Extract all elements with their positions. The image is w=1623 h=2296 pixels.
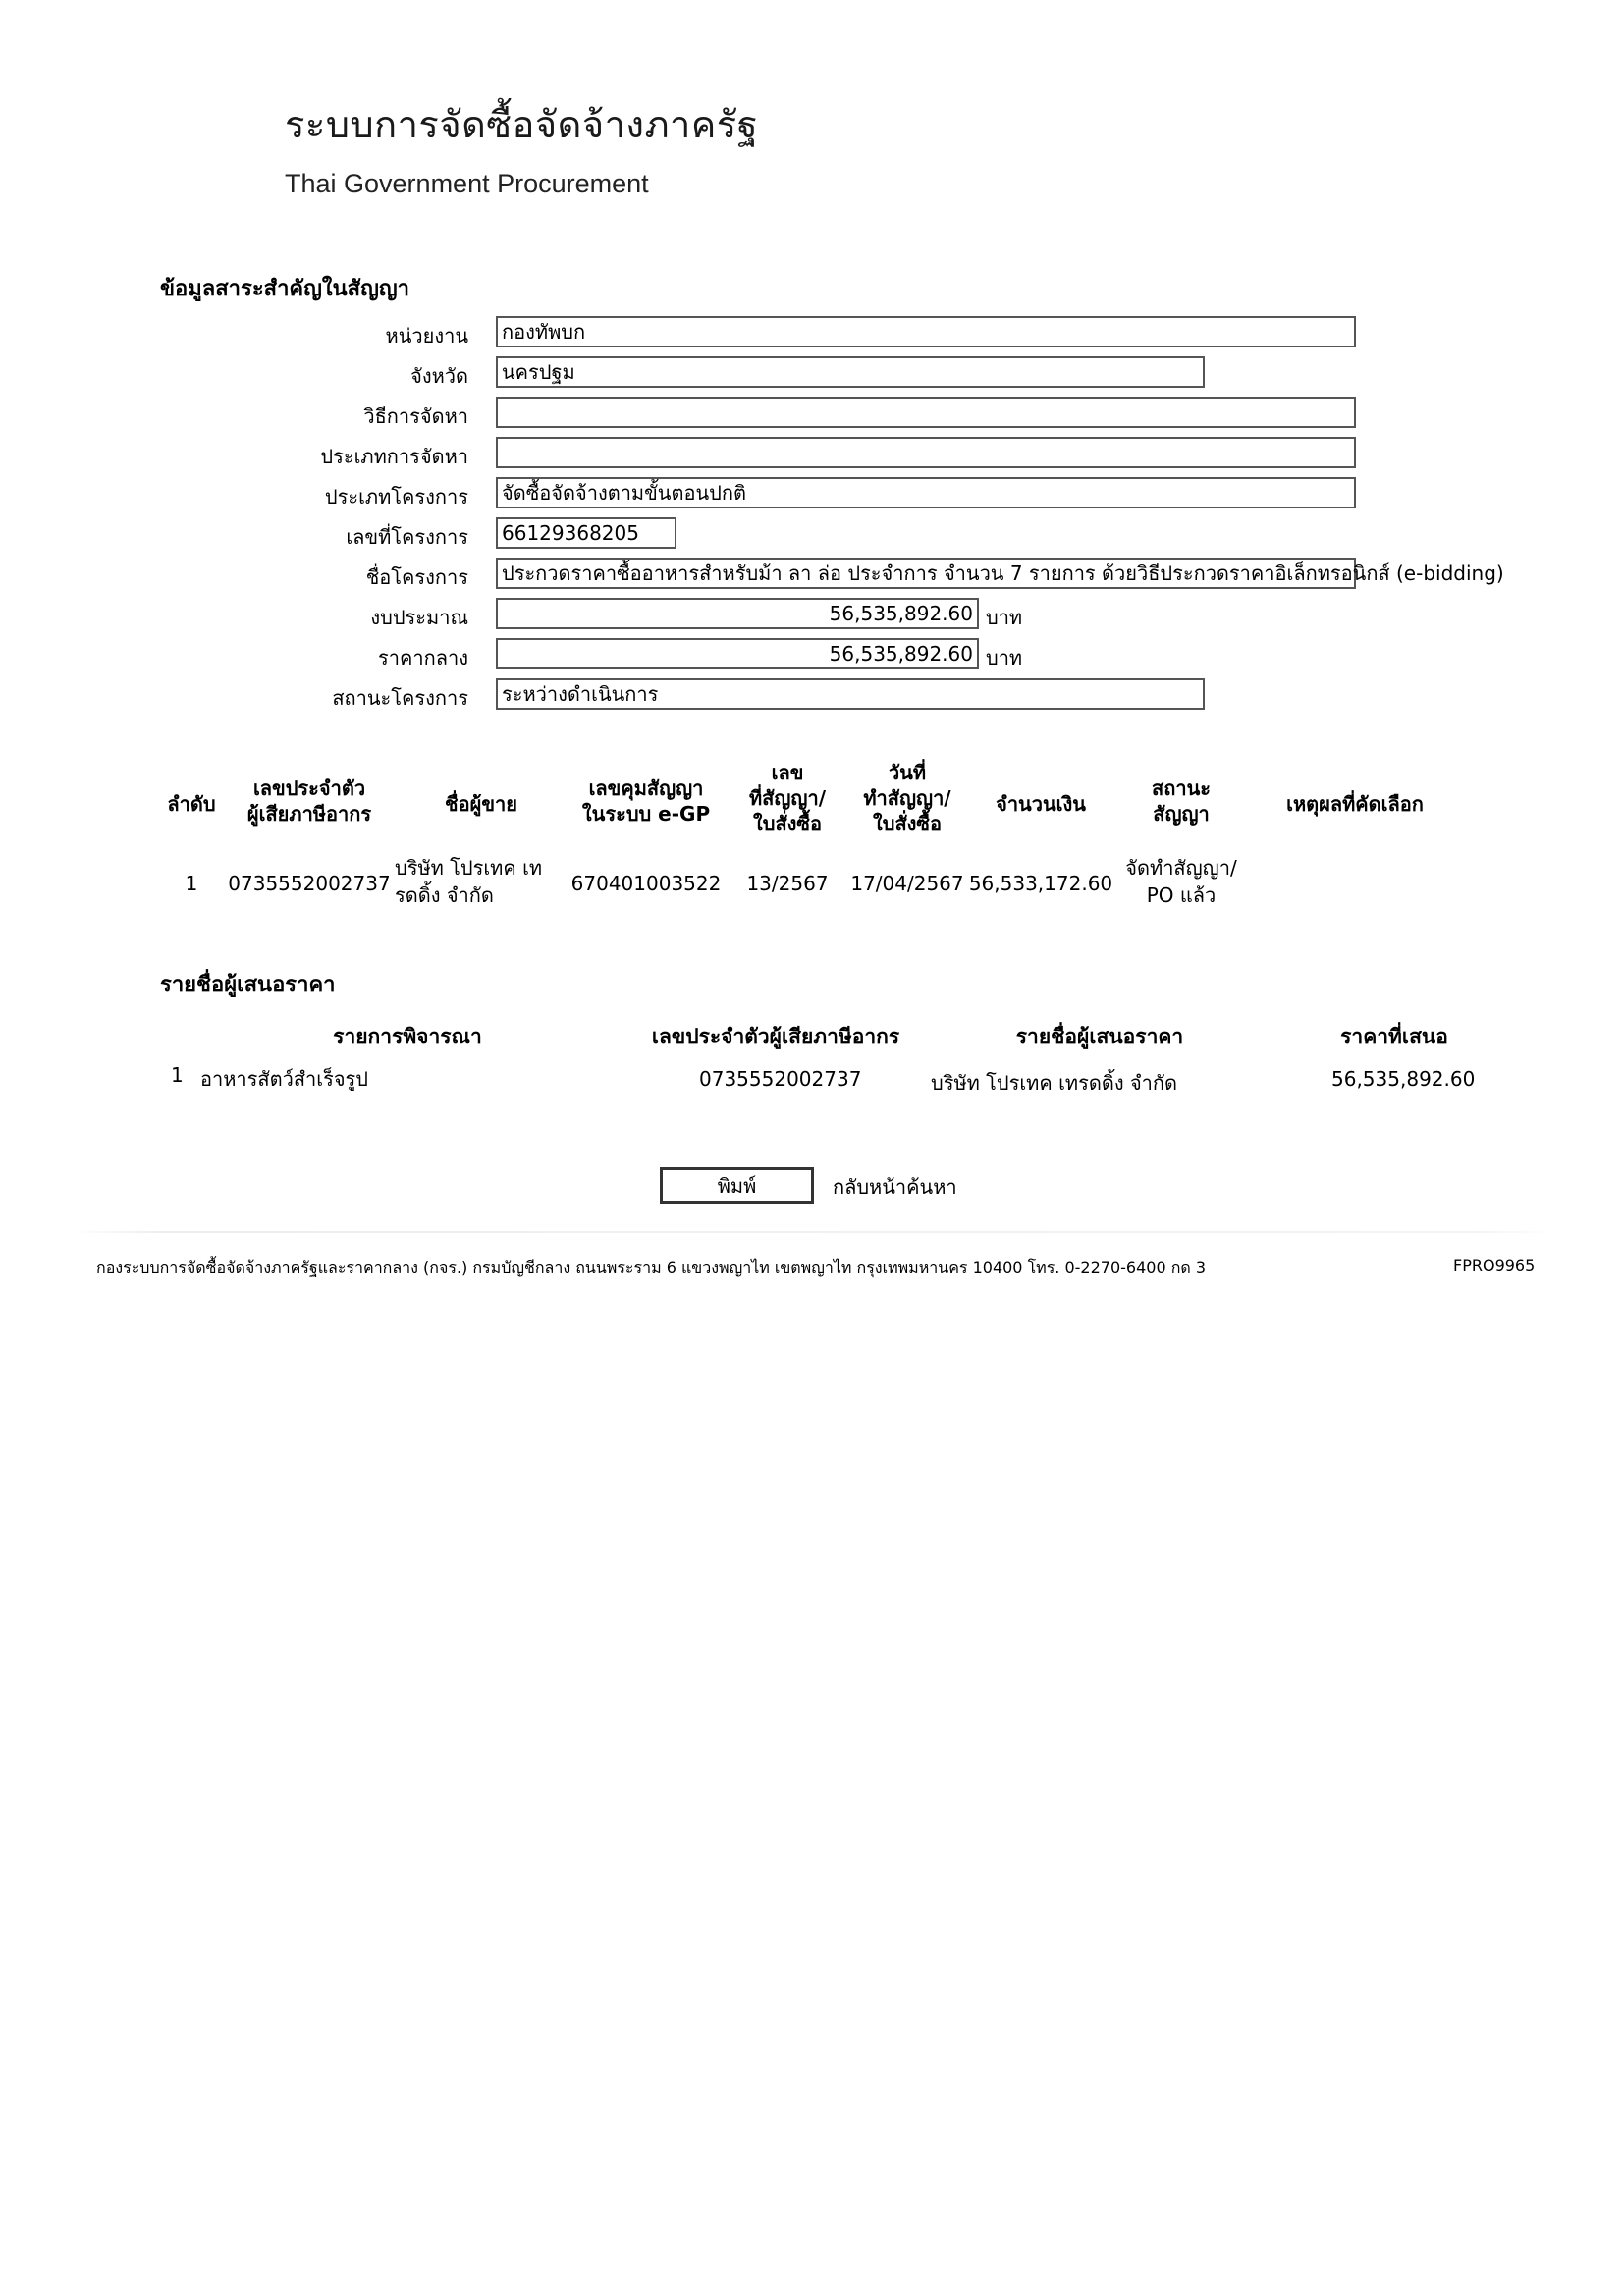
project-name-label: ชื่อโครงการ xyxy=(365,565,468,589)
col-header-control-no xyxy=(568,775,725,827)
col-header-control-line1: เลขคุมสัญญา xyxy=(588,776,704,800)
bid-header-name: รายชื่อผู้เสนอราคา xyxy=(1015,1025,1184,1048)
col-header-tax-id xyxy=(226,775,393,827)
row-seq: 1 xyxy=(185,872,198,895)
procurement-type-label: ประเภทการจัดหา xyxy=(320,445,468,468)
col-header-status-line2: สัญญา xyxy=(1153,802,1210,826)
project-number-label: เลขที่โครงการ xyxy=(346,525,468,549)
col-header-number-line1: เลข xyxy=(771,761,804,784)
col-header-status-line1: สถานะ xyxy=(1152,776,1211,800)
row-tax-id: 0735552002737 xyxy=(228,872,391,895)
budget-unit: บาท xyxy=(986,606,1023,629)
row-vendor xyxy=(395,854,571,909)
col-header-tax-id-line1: เลขประจำตัว xyxy=(252,776,366,800)
status-field: ระหว่างดำเนินการ xyxy=(496,678,1205,710)
project-name-field: ประกวดราคาซื้ออาหารสำหรับม้า ลา ล่อ ประจำการ จำนวน 7 รายการ ด้วยวิธีประกวดราคาอิเล็กทรอนิกส์ (e-bidding) xyxy=(496,558,1356,589)
bid-row-item: อาหารสัตว์สำเร็จรูป xyxy=(200,1067,368,1091)
col-header-number-line2: ที่สัญญา/ xyxy=(748,786,826,810)
col-header-number-line3: ใบสั่งซื้อ xyxy=(752,812,823,835)
page-subtitle: Thai Government Procurement xyxy=(285,169,649,198)
budget-label: งบประมาณ xyxy=(370,606,468,629)
col-header-tax-id-line2: ผู้เสียภาษีอากร xyxy=(246,802,372,826)
row-status-line1: จัดทำสัญญา/ xyxy=(1125,856,1237,880)
col-header-seq: ลำดับ xyxy=(167,792,216,816)
method-field xyxy=(496,397,1356,428)
bid-row-seq: 1 xyxy=(171,1063,184,1087)
project-type-label: ประเภทโครงการ xyxy=(324,485,468,508)
footer-divider xyxy=(69,1231,1559,1233)
project-number-field: 66129368205 xyxy=(496,517,676,549)
col-header-date-line2: ทำสัญญา/ xyxy=(863,786,951,810)
back-to-search-link[interactable]: กลับหน้าค้นหา xyxy=(833,1175,957,1199)
contract-info-title: ข้อมูลสาระสำคัญในสัญญา xyxy=(160,277,409,301)
page-title: ระบบการจัดซื้อจัดจ้างภาครัฐ xyxy=(285,103,759,146)
bid-header-tax-id: เลขประจำตัวผู้เสียภาษีอากร xyxy=(651,1025,900,1048)
bid-header-item: รายการพิจารณา xyxy=(333,1025,482,1048)
agency-field: กองทัพบก xyxy=(496,316,1356,347)
row-status-line2: PO แล้ว xyxy=(1146,883,1217,907)
col-header-reason: เหตุผลที่คัดเลือก xyxy=(1286,792,1424,816)
status-label: สถานะโครงการ xyxy=(332,686,468,710)
col-header-vendor: ชื่อผู้ขาย xyxy=(445,792,517,816)
col-header-date xyxy=(846,760,968,836)
col-header-contract-no xyxy=(729,760,846,836)
col-header-contract-status xyxy=(1117,775,1245,827)
row-contract-no: 13/2567 xyxy=(746,872,829,895)
col-header-amount: จำนวนเงิน xyxy=(996,792,1086,816)
footer-code: FPRO9965 xyxy=(1453,1256,1536,1275)
col-header-date-line3: ใบสั่งซื้อ xyxy=(872,812,943,835)
method-label: วิธีการจัดหา xyxy=(363,404,468,428)
median-price-unit: บาท xyxy=(986,646,1023,669)
print-button[interactable]: พิมพ์ xyxy=(660,1167,814,1204)
row-control-no: 670401003522 xyxy=(570,872,722,895)
bid-row-name: บริษัท โปรเทค เทรดดิ้ง จำกัด xyxy=(931,1071,1178,1095)
row-status xyxy=(1117,854,1245,909)
bid-row-tax-id: 0735552002737 xyxy=(699,1067,862,1091)
row-date: 17/04/2567 xyxy=(850,872,964,895)
median-price-label: ราคากลาง xyxy=(378,646,468,669)
row-vendor-line1: บริษัท โปรเทค เท xyxy=(395,856,543,880)
project-type-field: จัดซื้อจัดจ้างตามขั้นตอนปกติ xyxy=(496,477,1356,508)
col-header-date-line1: วันที่ xyxy=(888,761,927,784)
bid-header-price: ราคาที่เสนอ xyxy=(1340,1025,1448,1048)
row-amount: 56,533,172.60 xyxy=(968,872,1113,895)
median-price-field: 56,535,892.60 xyxy=(496,638,979,669)
col-header-control-line2: ในระบบ e-GP xyxy=(581,802,711,826)
bidders-title: รายชื่อผู้เสนอราคา xyxy=(160,973,336,997)
row-vendor-line2: รดดิ้ง จำกัด xyxy=(395,883,494,907)
footer-address: กองระบบการจัดซื้อจัดจ้างภาครัฐและราคากลาง (กจร.) กรมบัญชีกลาง ถนนพระราม 6 แขวงพญาไท เขตพญาไท กรุงเทพมหานคร 10400 โทร. 0-2270-6400 กด 3 xyxy=(96,1258,1207,1277)
province-field: นครปฐม xyxy=(496,356,1205,388)
agency-label: หน่วยงาน xyxy=(385,324,468,347)
procurement-type-field xyxy=(496,437,1356,468)
province-label: จังหวัด xyxy=(410,364,468,388)
bid-row-price: 56,535,892.60 xyxy=(1331,1067,1476,1091)
budget-field: 56,535,892.60 xyxy=(496,598,979,629)
